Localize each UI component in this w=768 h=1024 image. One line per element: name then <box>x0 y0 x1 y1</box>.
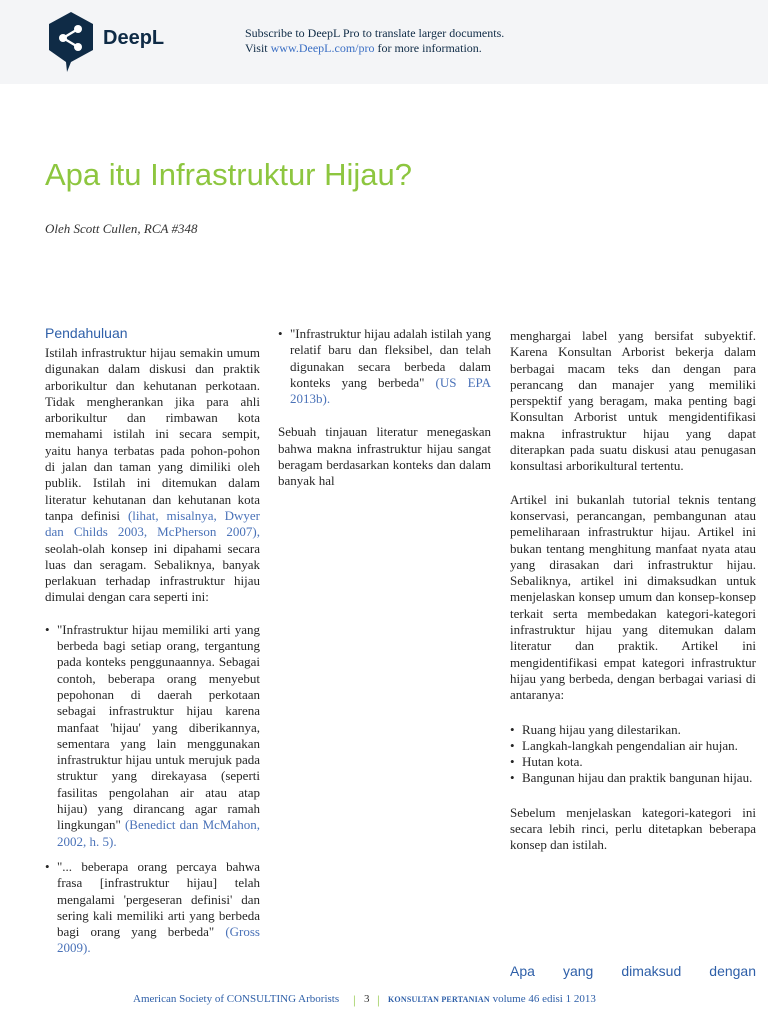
category-item: • Langkah-langkah pengendalian air hujan. <box>510 738 756 754</box>
paragraph: Sebelum menjelaskan kategori-kategori ini secara lebih rinci, perlu ditetapkan beberapa konsep dan istilah. <box>510 804 756 853</box>
quote-item <box>45 622 260 850</box>
journal-issue: volume 46 edisi 1 2013 <box>489 993 596 1005</box>
quote-text: "... beberapa orang percaya bahwa frasa [infrastruktur hijau] telah mengalami 'pergeseran definisi' dan sering kali memiliki arti yang berbeda bagi orang yang berbeda" <box>57 858 260 940</box>
column-2 <box>278 326 491 490</box>
page-number: 3 <box>364 993 370 1005</box>
quote-citation: (US EPA 2013b). <box>290 374 491 407</box>
deepl-logo-icon[interactable] <box>46 10 96 74</box>
journal-name: KONSULTAN PERTANIAN <box>388 995 490 1004</box>
deepl-banner <box>0 0 768 84</box>
quote-citation: (Benedict dan McMahon, 2002, h. 5). <box>57 817 260 849</box>
quote-list <box>278 326 491 407</box>
category-item: • Ruang hijau yang dilestarikan. <box>510 722 756 738</box>
column-1 <box>45 345 260 957</box>
category-item: • Bangunan hijau dan praktik bangunan hijau. <box>510 770 756 786</box>
section-heading-definition: Apa yang dimaksud dengan <box>510 963 756 979</box>
literature-paragraph: Sebuah tinjauan literatur menegaskan bahwa makna infrastruktur hijau sangat beragam berdasarkan konteks dan dalam banyak hal <box>278 424 491 489</box>
deepl-pro-link[interactable]: www.DeepL.com/pro <box>270 41 375 55</box>
quote-citation: (Gross 2009). <box>57 924 260 956</box>
footer-organization: American Society of CONSULTING Arborists <box>133 993 340 1005</box>
intro-citation: (lihat, misalnya, Dwyer dan Childs 2003, McPherson 2007), <box>45 507 260 540</box>
paragraph: Artikel ini bukanlah tutorial teknis tentang konservasi, perancangan, pembangunan atau pemeliharaan infrastruktur hijau. Artikel ini bukan tentang menghitung manfaat nyata atau yang dirasakan dari infrastruktur hijau. Sebaliknya, artikel ini dimaksudkan untuk menjelaskan konsep umum dan konsep-konsep terkait serta membedakan kategori-kategori infrastruktur hijau yang ditemukan dalam literatur dan praktik. Artikel ini mengidentifikasi empat kategori infrastruktur hijau yang berbeda, dengan berbagai variasi di antaranya: <box>510 491 756 703</box>
promo-suffix-text: for more information. <box>374 41 482 55</box>
footer-divider: | <box>353 992 356 1007</box>
intro-paragraph <box>45 345 260 606</box>
deepl-brand-name: DeepL <box>103 27 165 49</box>
category-list <box>510 722 756 787</box>
page-footer <box>0 992 768 1012</box>
promo-line-1: Subscribe to DeepL Pro to translate larger documents. <box>245 26 505 40</box>
promo-line-2 <box>245 41 504 56</box>
quote-list <box>45 622 260 957</box>
article-title: Apa itu Infrastruktur Hijau? <box>45 157 413 192</box>
quote-item <box>45 859 260 957</box>
footer-divider: | <box>377 992 380 1007</box>
quote-text: "Infrastruktur hijau memiliki arti yang berbeda bagi setiap orang, tergantung pada konteks penggunaannya. Sebagai contoh, beberapa orang menyebut pepohonan di daerah perkotaan sebagai infrastruktur hijau karena manfaat 'hijau' yang diberikannya, sementara yang lain menggunakan infrastruktur hijau untuk merujuk pada struktur yang direkayasa (seperti fasilitas pengolahan air atau atap hijau) yang dirancang agar ramah lingkungan" <box>57 621 260 833</box>
paragraph: menghargai label yang bersifat subyektif. Karena Konsultan Arborist bekerja dalam berbagai macam teks dan dengan para perancang dan manajer yang memiliki perspektif yang beragam, maka penting bagi Konsultan Arborist untuk mengidentifikasi makna infrastruktur hijau yang dapat diterapkan pada suatu diskusi atau penugasan konsultasi arborikultural tertentu. <box>510 328 756 474</box>
article-byline: Oleh Scott Cullen, RCA #348 <box>45 221 198 236</box>
intro-text: Istilah infrastruktur hijau semakin umum digunakan dalam diskusi dan praktik arborikultur dan kehutanan perkotaan. Tidak mengherankan jika para ahli arborikultur dan rimbawan kota memahami istilah ini secara sempit, yaitu hanya terbatas pada pohon-pohon di jalan dan taman yang dimiliki oleh publik. Istilah ini ditemukan dalam literatur kehutanan dan kehutanan kota tanpa definisi <box>45 345 260 523</box>
subscribe-promo <box>245 26 504 56</box>
section-heading-introduction: Pendahuluan <box>45 325 128 341</box>
quote-text: "Infrastruktur hijau adalah istilah yang relatif baru dan fleksibel, dan telah digunakan secara berbeda dalam konteks yang berbeda" <box>290 326 491 390</box>
intro-text-end: seolah-olah konsep ini dipahami secara luas dan seragam. Sebaliknya, banyak perlakuan terhadap infrastruktur hijau dimulai dengan cara seperti ini: <box>45 540 260 605</box>
category-item: • Hutan kota. <box>510 754 756 770</box>
promo-visit-text: Visit <box>245 41 271 55</box>
column-3 <box>510 328 756 854</box>
footer-journal <box>388 993 596 1005</box>
quote-item <box>278 326 491 407</box>
